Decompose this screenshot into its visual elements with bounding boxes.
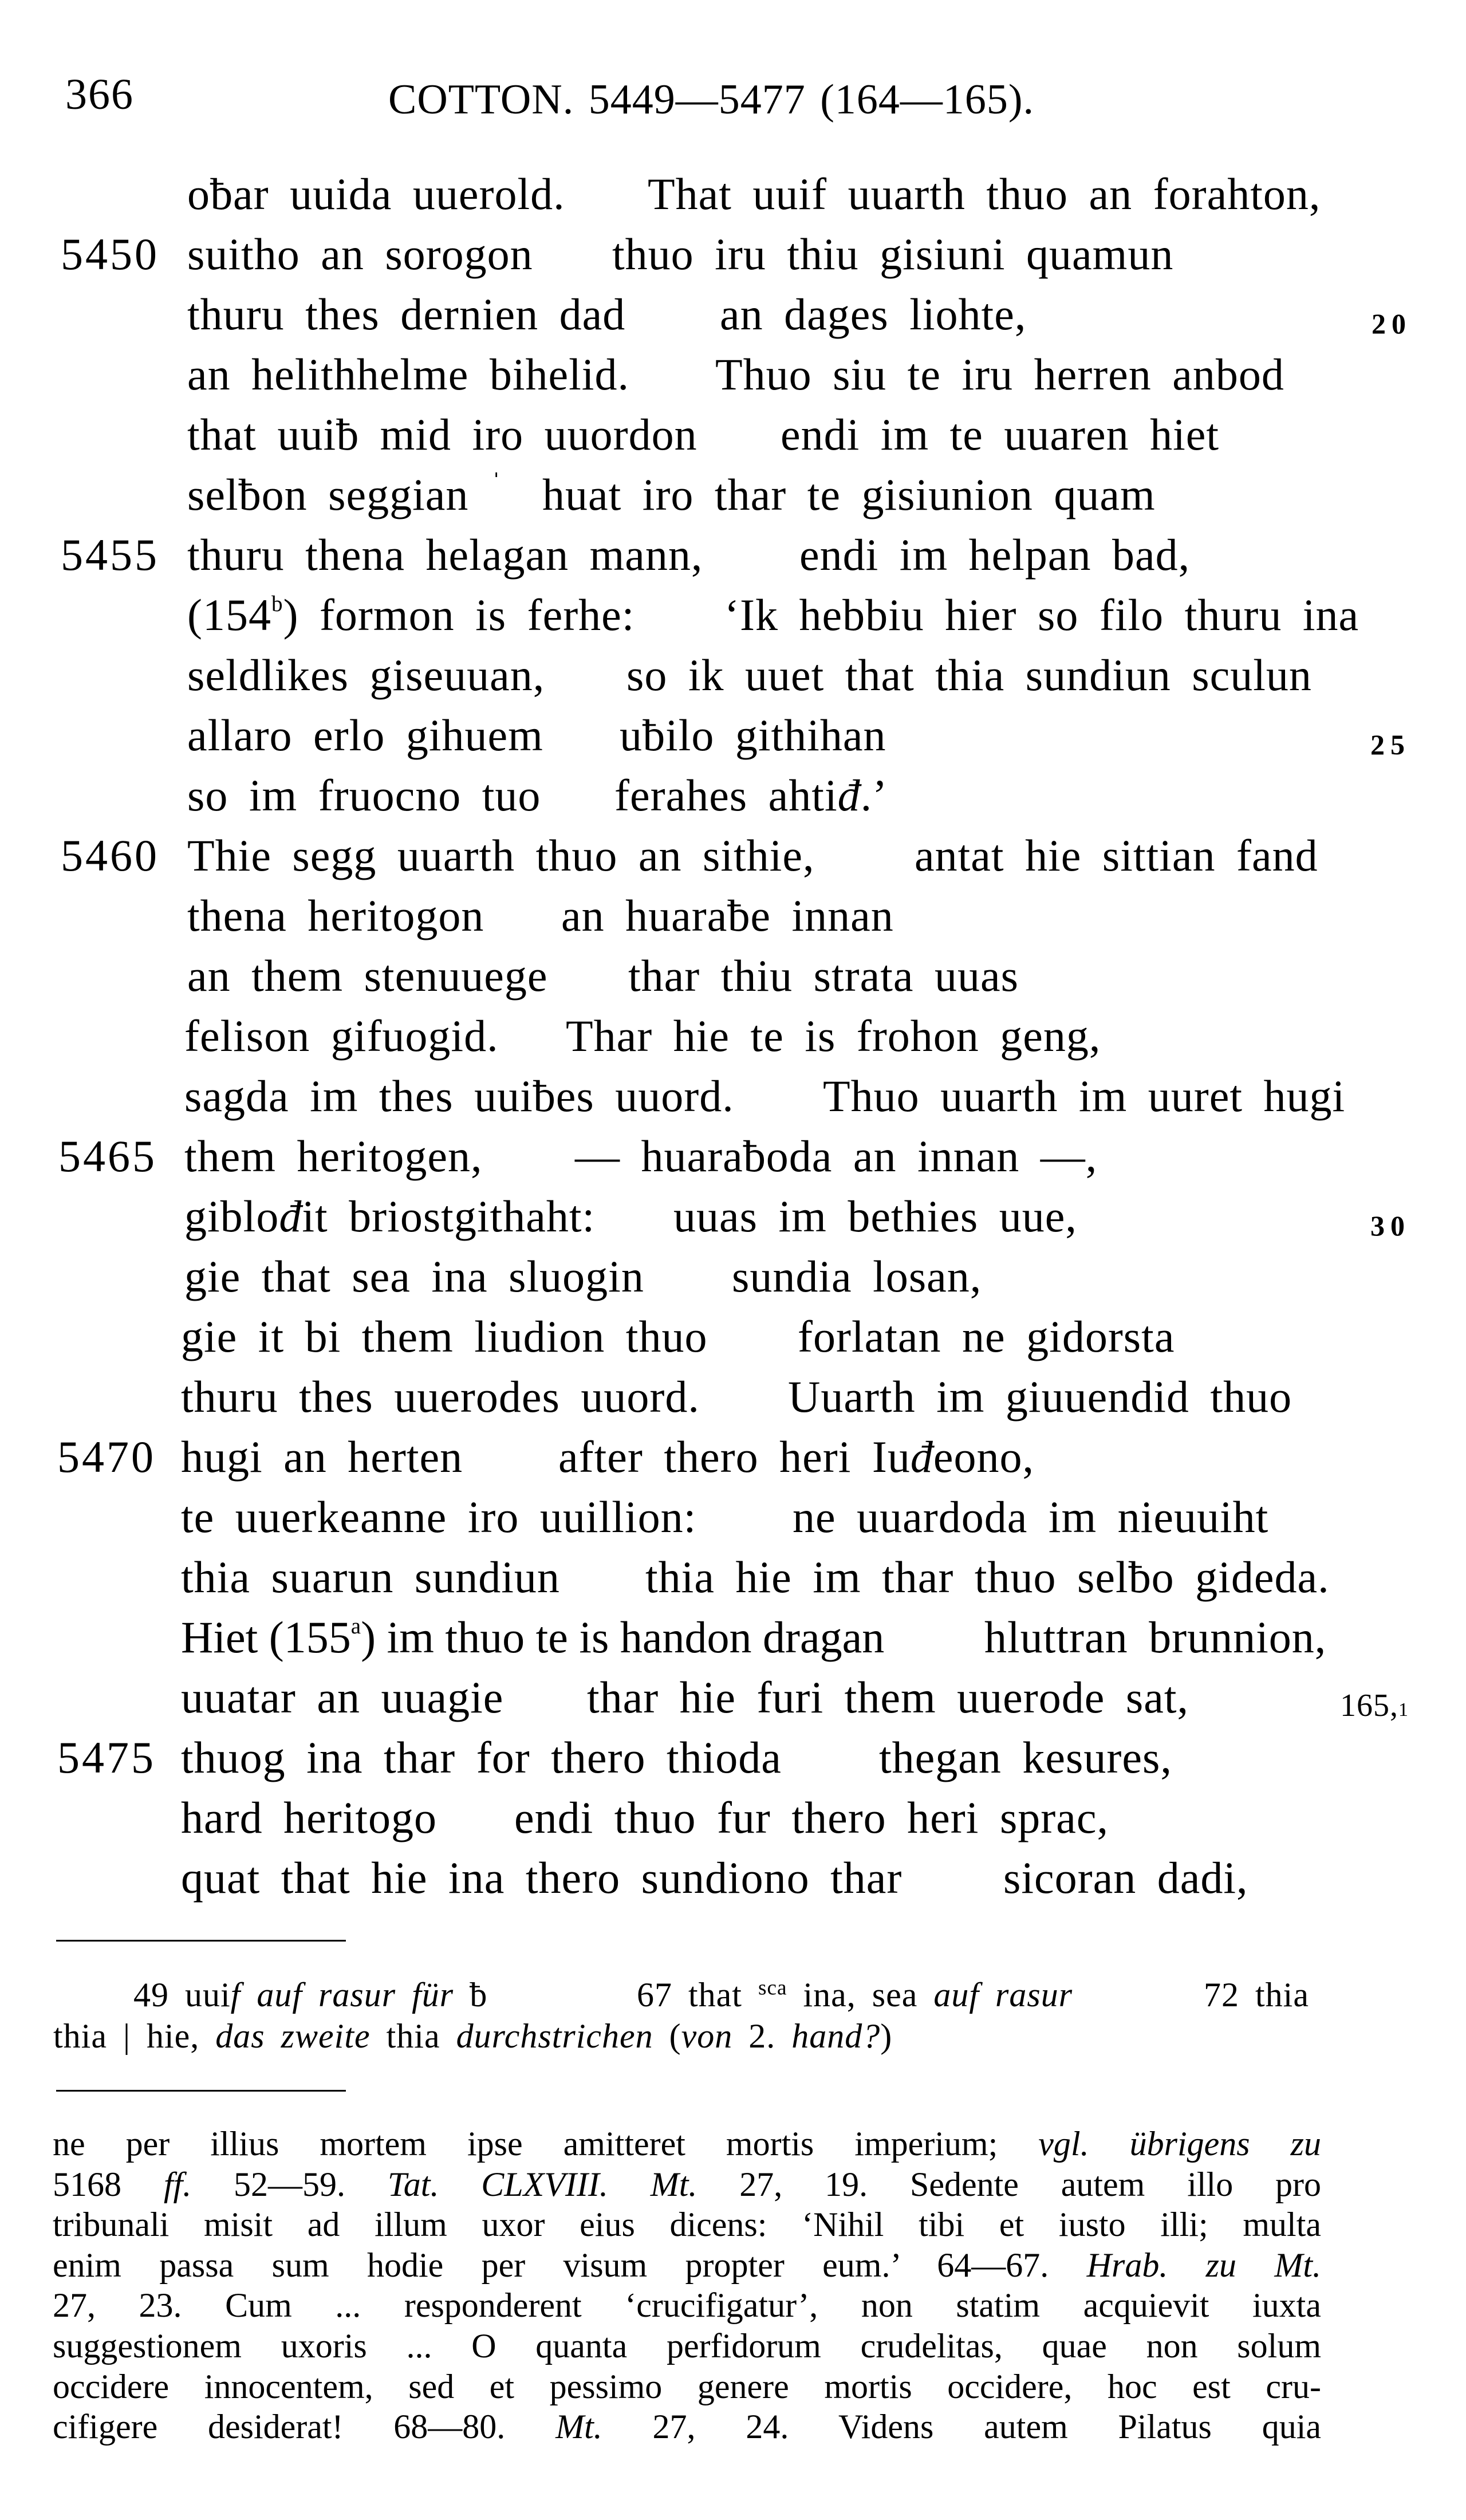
- line-number: 5475: [57, 1732, 156, 1782]
- commentary-text: tribunali misit ad illum uxor eius dicens: ‘Nihil tibi et iusto illi; multa: [53, 2206, 1321, 2243]
- first-half-line: thuru thes uuerodes uuord.: [181, 1372, 700, 1422]
- margin-reference-line: 1: [1398, 1699, 1409, 1720]
- second-half-line: [614, 770, 888, 820]
- verse-line: [0, 1552, 1466, 1602]
- note-number: 2.: [748, 2017, 776, 2055]
- commentary-line: [53, 2127, 1321, 2161]
- first-half-line: so im fruocno tuo: [187, 770, 541, 820]
- first-half-line: hard heritogo: [181, 1793, 438, 1842]
- verse-line: [0, 1314, 1466, 1359]
- margin-reference: [1340, 1690, 1409, 1726]
- margin-reference: 20: [1372, 308, 1412, 340]
- half-line-text: after thero heri Iu: [558, 1432, 911, 1482]
- verse-line: [0, 1732, 1466, 1782]
- commentary-italic: Hrab. zu Mt.: [1086, 2246, 1321, 2284]
- second-half-line: [558, 1432, 1034, 1482]
- first-half-line: allaro erlo gihuem: [187, 710, 543, 760]
- half-line-text: ) im thuo te is handon dragan: [361, 1612, 885, 1662]
- first-half-line: thena heritogon: [187, 891, 484, 940]
- margin-reference: 25: [1370, 729, 1410, 761]
- verse-line: [0, 1251, 1466, 1301]
- commentary-text: ne per illius mortem ipse amitteret mortis imperium;: [53, 2125, 1039, 2163]
- second-half-line: endi im helpan bad,: [799, 530, 1191, 580]
- margin-reference: 30: [1370, 1210, 1410, 1242]
- second-half-line: Thuo uuarth im uuret hugi: [823, 1071, 1346, 1121]
- first-half-line: Thie segg uuarth thuo an sithie,: [187, 830, 815, 880]
- second-half-line: uƀilo githihan: [620, 710, 886, 760]
- first-half-line: selƀon seggian: [187, 470, 469, 519]
- barred-d-italic: đ: [837, 770, 861, 820]
- verse-line: [0, 590, 1466, 640]
- verse-line: [0, 467, 1466, 519]
- first-half-line: sagda im thes uuiƀes uuord.: [184, 1071, 734, 1121]
- first-half-line: [187, 590, 635, 640]
- note-lemma: 49 uui: [133, 1976, 231, 2014]
- commentary-italic: vgl. übrigens zu: [1038, 2125, 1321, 2163]
- verse-line: [0, 1853, 1466, 1903]
- commentary-text: cifigere desiderat! 68—80.: [53, 2408, 556, 2446]
- second-half-line: thar thiu strata uuas: [628, 951, 1019, 1001]
- half-line-text: giblo: [184, 1191, 279, 1241]
- first-half-line: thuru thes dernien dad: [187, 289, 626, 339]
- commentary-italic: Mt.: [555, 2408, 602, 2446]
- first-half-line: uuatar an uuagie: [181, 1672, 504, 1722]
- verse-line: [0, 1191, 1466, 1242]
- second-half-line: thegan kesures,: [879, 1732, 1172, 1782]
- verse-line: [0, 830, 1466, 880]
- half-line-text: ) formon is ferhe:: [283, 590, 635, 640]
- second-half-line: antat hie sittian fand: [915, 830, 1318, 880]
- second-half-line: an dages liohte,: [720, 289, 1027, 339]
- second-half-line: — huaraƀoda an innan —,: [575, 1131, 1098, 1181]
- verse-line: [0, 1612, 1466, 1662]
- first-half-line: an helithhelme bihelid.: [187, 349, 629, 399]
- second-half-line: endi im te uuaren hiet: [781, 410, 1220, 459]
- first-half-line: thuog ina thar for thero thioda: [181, 1732, 782, 1782]
- commentary-text: suggestionem uxoris ... O quanta perfidorum crudelitas, quae non solum: [53, 2327, 1321, 2365]
- commentary-text: 52—59.: [191, 2165, 388, 2203]
- folio-side-superscript: b: [271, 591, 283, 616]
- first-half-line: hugi an herten: [181, 1432, 463, 1482]
- second-half-line: thuo iru thiu gisiuni quamun: [612, 229, 1174, 279]
- note-reading: thia | hie,: [53, 2017, 200, 2055]
- second-half-line: sicoran dadi,: [1003, 1853, 1248, 1903]
- note-lemma: 67 that: [637, 1976, 742, 2014]
- note-lemma-italic: f: [230, 1976, 241, 2014]
- verse-line: [0, 770, 1466, 820]
- verse-line: [0, 893, 1466, 938]
- verse-line: [0, 1672, 1466, 1723]
- first-half-line: an them stenuuege: [187, 951, 548, 1001]
- verse-line: [0, 1432, 1466, 1482]
- apparatus-note: [133, 1978, 487, 2012]
- half-line-text: .’: [860, 770, 888, 820]
- commentary-line: [53, 2329, 1321, 2363]
- verse-line: [0, 1131, 1466, 1181]
- first-half-line: [181, 1612, 885, 1662]
- commentary-text: enim passa sum hodie per visum propter eum.’ 64—67.: [53, 2246, 1087, 2284]
- note-comment: auf rasur für: [257, 1976, 454, 2014]
- first-half-line: suitho an sorogon: [187, 229, 533, 279]
- commentary-italic: ff.: [163, 2165, 192, 2203]
- margin-reference-page: 165,: [1340, 1688, 1398, 1723]
- note-comment: hand?: [791, 2017, 881, 2055]
- note-comment: das zweite: [215, 2017, 371, 2055]
- note-lemma: 72 thia: [1204, 1976, 1309, 2014]
- verse-line: [0, 289, 1466, 340]
- second-half-line: sundia losan,: [732, 1251, 982, 1301]
- first-half-line: thuru thena helagan mann,: [187, 530, 703, 580]
- verse-line: [0, 1492, 1466, 1542]
- second-half-line: thar hie furi them uuerode sat,: [587, 1672, 1189, 1722]
- second-half-line: huat iro thar te gisiunion quam: [542, 470, 1156, 519]
- commentary-text: 27, 24. Videns autem Pilatus quia: [602, 2408, 1321, 2446]
- note-glyph: ƀ: [470, 1976, 488, 2014]
- second-half-line: Thuo siu te iru herren anbod: [715, 349, 1284, 399]
- verse-line: [0, 530, 1466, 580]
- half-line-text: eono,: [933, 1432, 1034, 1482]
- second-half-line: hluttran brunnion,: [984, 1612, 1327, 1662]
- first-half-line: seldlikes giseuuan,: [187, 650, 545, 700]
- running-head: COTTON. 5449—5477 (164—165).: [388, 76, 1035, 123]
- second-half-line: an huaraƀe innan: [561, 891, 894, 940]
- second-half-line: That uuif uuarth thuo an forahton,: [648, 169, 1321, 219]
- paren-close: ): [880, 2017, 893, 2055]
- half-line-text: it briostgithaht:: [302, 1191, 596, 1241]
- folio-reference: (154: [187, 590, 271, 640]
- note-reading: ina, sea: [803, 1976, 918, 2014]
- verse-line: [0, 229, 1466, 279]
- folio-reference: Hiet (155: [181, 1612, 351, 1662]
- verse-line: [0, 951, 1466, 1001]
- commentary-text: occidere innocentem, sed et pessimo genere mortis occidere, hoc est cru-: [53, 2368, 1321, 2405]
- folio-side-superscript: a: [350, 1613, 361, 1639]
- footnote-rule: [56, 2090, 346, 2092]
- verse-line: [0, 710, 1466, 761]
- first-half-line: thia suarun sundiun: [181, 1552, 560, 1602]
- verse-line: [0, 1793, 1466, 1842]
- commentary-text: 27, 23. Cum ... responderent ‘crucifigatur’, non statim acquievit iuxta: [53, 2286, 1321, 2324]
- commentary-text: 5168: [53, 2165, 164, 2203]
- commentary-line: [53, 2167, 1321, 2202]
- first-half-line: quat that hie ina thero sundiono thar: [181, 1853, 903, 1903]
- line-number: 5470: [57, 1432, 156, 1482]
- second-half-line: endi thuo fur thero heri sprac,: [514, 1793, 1109, 1842]
- first-half-line: felison gifuogid.: [184, 1011, 499, 1061]
- first-half-line: te uuerkeanne iro uuillion:: [181, 1492, 697, 1542]
- commentary-line: [53, 2207, 1321, 2242]
- apparatus-note: [1204, 1978, 1309, 2012]
- second-half-line: ‘Ik hebbiu hier so filo thuru ina: [724, 590, 1359, 640]
- verse-line: [0, 169, 1466, 219]
- verse-line: [0, 412, 1466, 457]
- first-half-line: [184, 1191, 596, 1241]
- apparatus-note: [637, 1978, 1073, 2012]
- footnote-rule: [56, 1940, 346, 1942]
- note-superscript: sca: [758, 1976, 787, 2000]
- commentary-italic: Tat. CLXVIII. Mt.: [387, 2165, 697, 2203]
- line-number: 5455: [61, 530, 159, 580]
- commentary-text: 27, 19. Sedente autem illo pro: [697, 2165, 1322, 2203]
- verse-line: [0, 1372, 1466, 1422]
- line-number: 5465: [58, 1131, 157, 1181]
- note-comment: von: [681, 2017, 733, 2055]
- second-half-line: Uuarth im giuuendid thuo: [788, 1372, 1292, 1422]
- first-half-line: that uuiƀ mid iro uuordon: [187, 410, 697, 459]
- note-reading: thia: [386, 2017, 440, 2055]
- first-half-line: oƀar uuida uuerold.: [187, 169, 565, 219]
- barred-d-italic: đ: [279, 1191, 302, 1241]
- verse-line: [0, 650, 1466, 700]
- second-half-line: so ik uuet that thia sundiun sculun: [626, 650, 1312, 700]
- note-comment: auf rasur: [933, 1976, 1073, 2014]
- barred-d-italic: đ: [910, 1432, 933, 1482]
- first-half-line: gie it bi them liudion thuo: [181, 1312, 708, 1361]
- second-half-line: ne uuardoda im nieuuiht: [793, 1492, 1269, 1542]
- first-half-line: gie that sea ina sluogin: [184, 1251, 644, 1301]
- commentary-line: [53, 2369, 1321, 2404]
- second-half-line: Thar hie te is frohon geng,: [566, 1011, 1101, 1061]
- stray-mark: ˈ: [491, 467, 502, 500]
- second-half-line: thia hie im thar thuo selƀo gideda.: [645, 1552, 1330, 1602]
- commentary-line: [53, 2248, 1321, 2282]
- verse-line: [0, 349, 1466, 399]
- page-number: 366: [65, 70, 134, 119]
- second-half-line: uuas im bethies uue,: [673, 1191, 1077, 1241]
- commentary-line: [53, 2409, 1321, 2444]
- line-number: 5450: [61, 229, 159, 279]
- line-number: 5460: [61, 830, 159, 880]
- first-half-line: them heritogen,: [184, 1131, 483, 1181]
- verse-line: [0, 1011, 1466, 1061]
- paren-open: (: [669, 2017, 681, 2055]
- apparatus-note-continuation: [53, 2019, 892, 2053]
- verse-line: [0, 1071, 1466, 1121]
- half-line-text: ferahes ahti: [614, 770, 838, 820]
- note-comment: durchstrichen: [456, 2017, 653, 2055]
- second-half-line: forlatan ne gidorsta: [798, 1312, 1175, 1361]
- commentary-line: [53, 2288, 1321, 2322]
